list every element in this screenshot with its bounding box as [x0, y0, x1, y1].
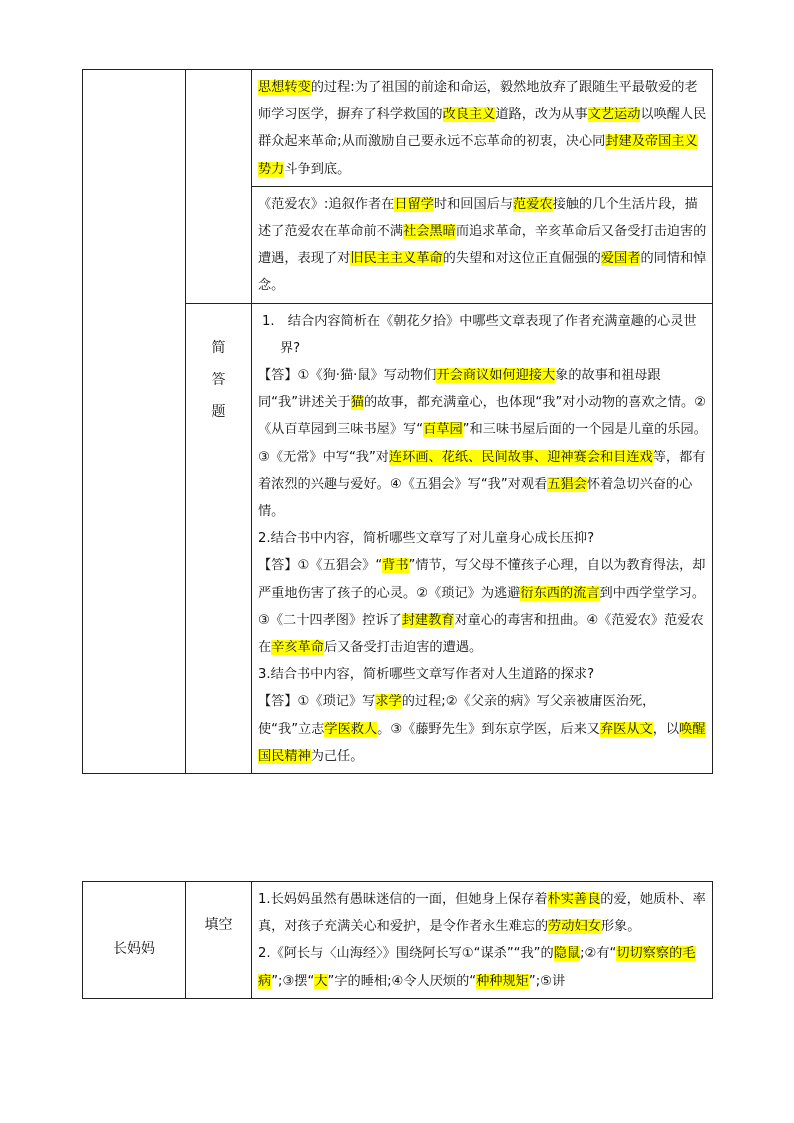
- text-run: 道路，改为从事: [495, 107, 588, 123]
- qa-block: [252, 304, 712, 773]
- fill-item: [258, 886, 707, 940]
- content-cell: [252, 882, 713, 999]
- question: 1. 结合内容简析在《朝花夕拾》中哪些文章表现了作者充满童趣的心灵世界?: [262, 313, 697, 356]
- text-run: 以唤醒人民群众起来革命;从而激励自己要永远不忘革命的初衷，决心同: [258, 107, 707, 150]
- highlighted-text: 隐鼠: [553, 946, 581, 962]
- highlighted-text: 旧民主主义革命: [350, 251, 443, 267]
- content-cell: [252, 70, 713, 187]
- text-run: 而追求革命，辛亥革命后又备受打击迫害的遭遇，表现了对: [258, 224, 707, 267]
- highlighted-text: 百草园: [423, 422, 463, 438]
- text-run: 的失望和对这位正直倔强的: [442, 251, 601, 267]
- highlighted-text: 封建及帝国主义势力: [258, 134, 698, 177]
- highlighted-text: 改良主义: [442, 107, 496, 123]
- highlighted-text: 五猖会: [547, 476, 587, 492]
- text-run: ”情节，写父母不懂孩子心理，自以为教育得法，却严重地伤害了孩子的心灵。②《琐记》为逃避: [258, 558, 706, 601]
- text-run: ”字的睡相;④令人厌烦的“: [327, 973, 477, 989]
- highlighted-text: 猫: [350, 395, 364, 411]
- highlighted-text: 求学: [375, 694, 402, 710]
- text-run: 的过程:为了祖国的前途和命运，毅然地放弃了跟随生平最敬爱的老师学习医学，摒弃了科学救国的: [258, 80, 698, 123]
- highlighted-text: 开会商议如何迎接大: [436, 368, 556, 384]
- highlighted-text: 弃医从文: [600, 721, 653, 737]
- highlighted-text: 日留学: [394, 196, 434, 212]
- label-char: 题: [211, 403, 226, 420]
- highlighted-text: 社会黑暗: [403, 224, 456, 240]
- answer: [258, 688, 707, 770]
- content-cell: [252, 303, 713, 773]
- highlighted-text: 辛亥革命: [271, 640, 324, 656]
- text-run: 接触的几个生活片段，描述了范爱农在革命前不满: [258, 196, 698, 240]
- text-run: 对童心的毒害和扭曲。④《范爱农》范爱农在: [258, 612, 704, 656]
- answer: [258, 362, 707, 525]
- fill-item: [258, 940, 707, 994]
- section-label-cell: [186, 303, 252, 773]
- document-table-continued: [82, 881, 713, 999]
- highlighted-text: 种种规矩: [476, 973, 529, 989]
- highlighted-text: 衍东西的流言: [520, 585, 600, 601]
- highlighted-text: 大: [314, 973, 328, 989]
- highlighted-text: 劳动妇女: [548, 919, 601, 935]
- text-run: ”;⑤讲: [528, 973, 566, 989]
- text-run: 的爱，她质朴、率真，对孩子充满关心和爱护，是令作者永生难忘的: [258, 892, 706, 935]
- fill-block: [252, 882, 712, 998]
- highlighted-text: 封建教育: [401, 612, 455, 628]
- highlighted-text: 切切察察的毛病: [258, 946, 696, 989]
- text-run: 斗争到底。: [284, 161, 351, 177]
- text-run: 的过程;②《父亲的病》写父亲被庸医治死，使“我”立志: [258, 694, 656, 737]
- section-label: [186, 304, 251, 428]
- label-char: 简: [211, 339, 226, 356]
- text-run: ，以: [652, 721, 680, 737]
- text-run: 【答】①《狗·猫·鼠》写动物们: [258, 368, 437, 384]
- text-run: ;②有“: [580, 946, 617, 962]
- highlighted-text: 爱国者: [600, 251, 641, 267]
- question: 3.结合书中内容，简析哪些文章写作者对人生道路的探求?: [258, 667, 595, 683]
- table-row: [83, 882, 713, 999]
- text-run: 到中西学堂学习。③《二十四孝图》控诉了: [258, 585, 706, 628]
- highlighted-text: 文艺运动: [587, 107, 641, 123]
- document-table: [82, 69, 713, 774]
- text-run: ”;③摆“: [271, 973, 315, 989]
- empty-cell: [186, 70, 252, 304]
- highlighted-text: 背书: [382, 558, 409, 574]
- text-run: 象的故事和祖母跟同“我”讲述关于: [258, 368, 661, 411]
- label-char: 答: [211, 371, 226, 388]
- topic-label: 长妈妈: [113, 941, 155, 957]
- paragraph: [252, 70, 712, 186]
- section-label: 填空: [204, 917, 233, 933]
- text-run: ”和三味书屋后面的一个园是儿童的乐园。③《无常》中写“我”对: [258, 422, 707, 465]
- text-run: 的同情和悼念。: [258, 251, 707, 294]
- text-run: 《范爱农》:追叙作者在: [258, 196, 395, 212]
- text-run: 【答】①《五猖会》“: [258, 558, 383, 574]
- table-row: [83, 70, 713, 187]
- text-run: 等，都有着浓烈的兴趣与爱好。④《五猖会》写“我”对观看: [258, 449, 706, 492]
- topic-cell: [83, 882, 186, 999]
- answer: [258, 552, 707, 661]
- text-run: 。③《藤野先生》到东京学医，后来又: [377, 721, 600, 737]
- highlighted-text: 学医救人: [324, 721, 378, 737]
- text-run: 的故事，都充满童心，也体现“我”对小动物的喜欢之情。②《从百草园到三味书屋》写“: [258, 395, 706, 438]
- content-cell: [252, 186, 713, 303]
- paragraph: [252, 187, 712, 303]
- question: 2.结合书中内容，简析哪些文章写了对儿童身心成长压抑?: [258, 531, 595, 547]
- highlighted-text: 朴实善良: [547, 892, 601, 907]
- text-run: 1.长妈妈虽然有愚昧迷信的一面，但她身上保存着: [258, 892, 548, 907]
- highlighted-text: 连环画、花纸、民间故事、迎神赛会和目连戏: [389, 449, 653, 465]
- highlighted-text: 范爱农: [513, 196, 553, 212]
- text-run: 怀着急切兴奋的心情。: [258, 476, 693, 520]
- text-run: 时和回国后与: [433, 196, 514, 212]
- section-label-cell: [186, 882, 252, 999]
- highlighted-text: 唤醒国民精神: [258, 721, 706, 764]
- empty-cell: [83, 70, 186, 774]
- text-run: 【答】①《琐记》写: [258, 694, 376, 710]
- highlighted-text: 思想转变: [258, 80, 311, 95]
- text-run: 后又备受打击迫害的遭遇。: [323, 640, 483, 656]
- text-run: 形象。: [600, 919, 641, 935]
- text-run: 2.《阿长与〈山海经〉》围绕阿长写①“谋杀”“我”的: [258, 946, 554, 962]
- text-run: 为己任。: [310, 748, 364, 764]
